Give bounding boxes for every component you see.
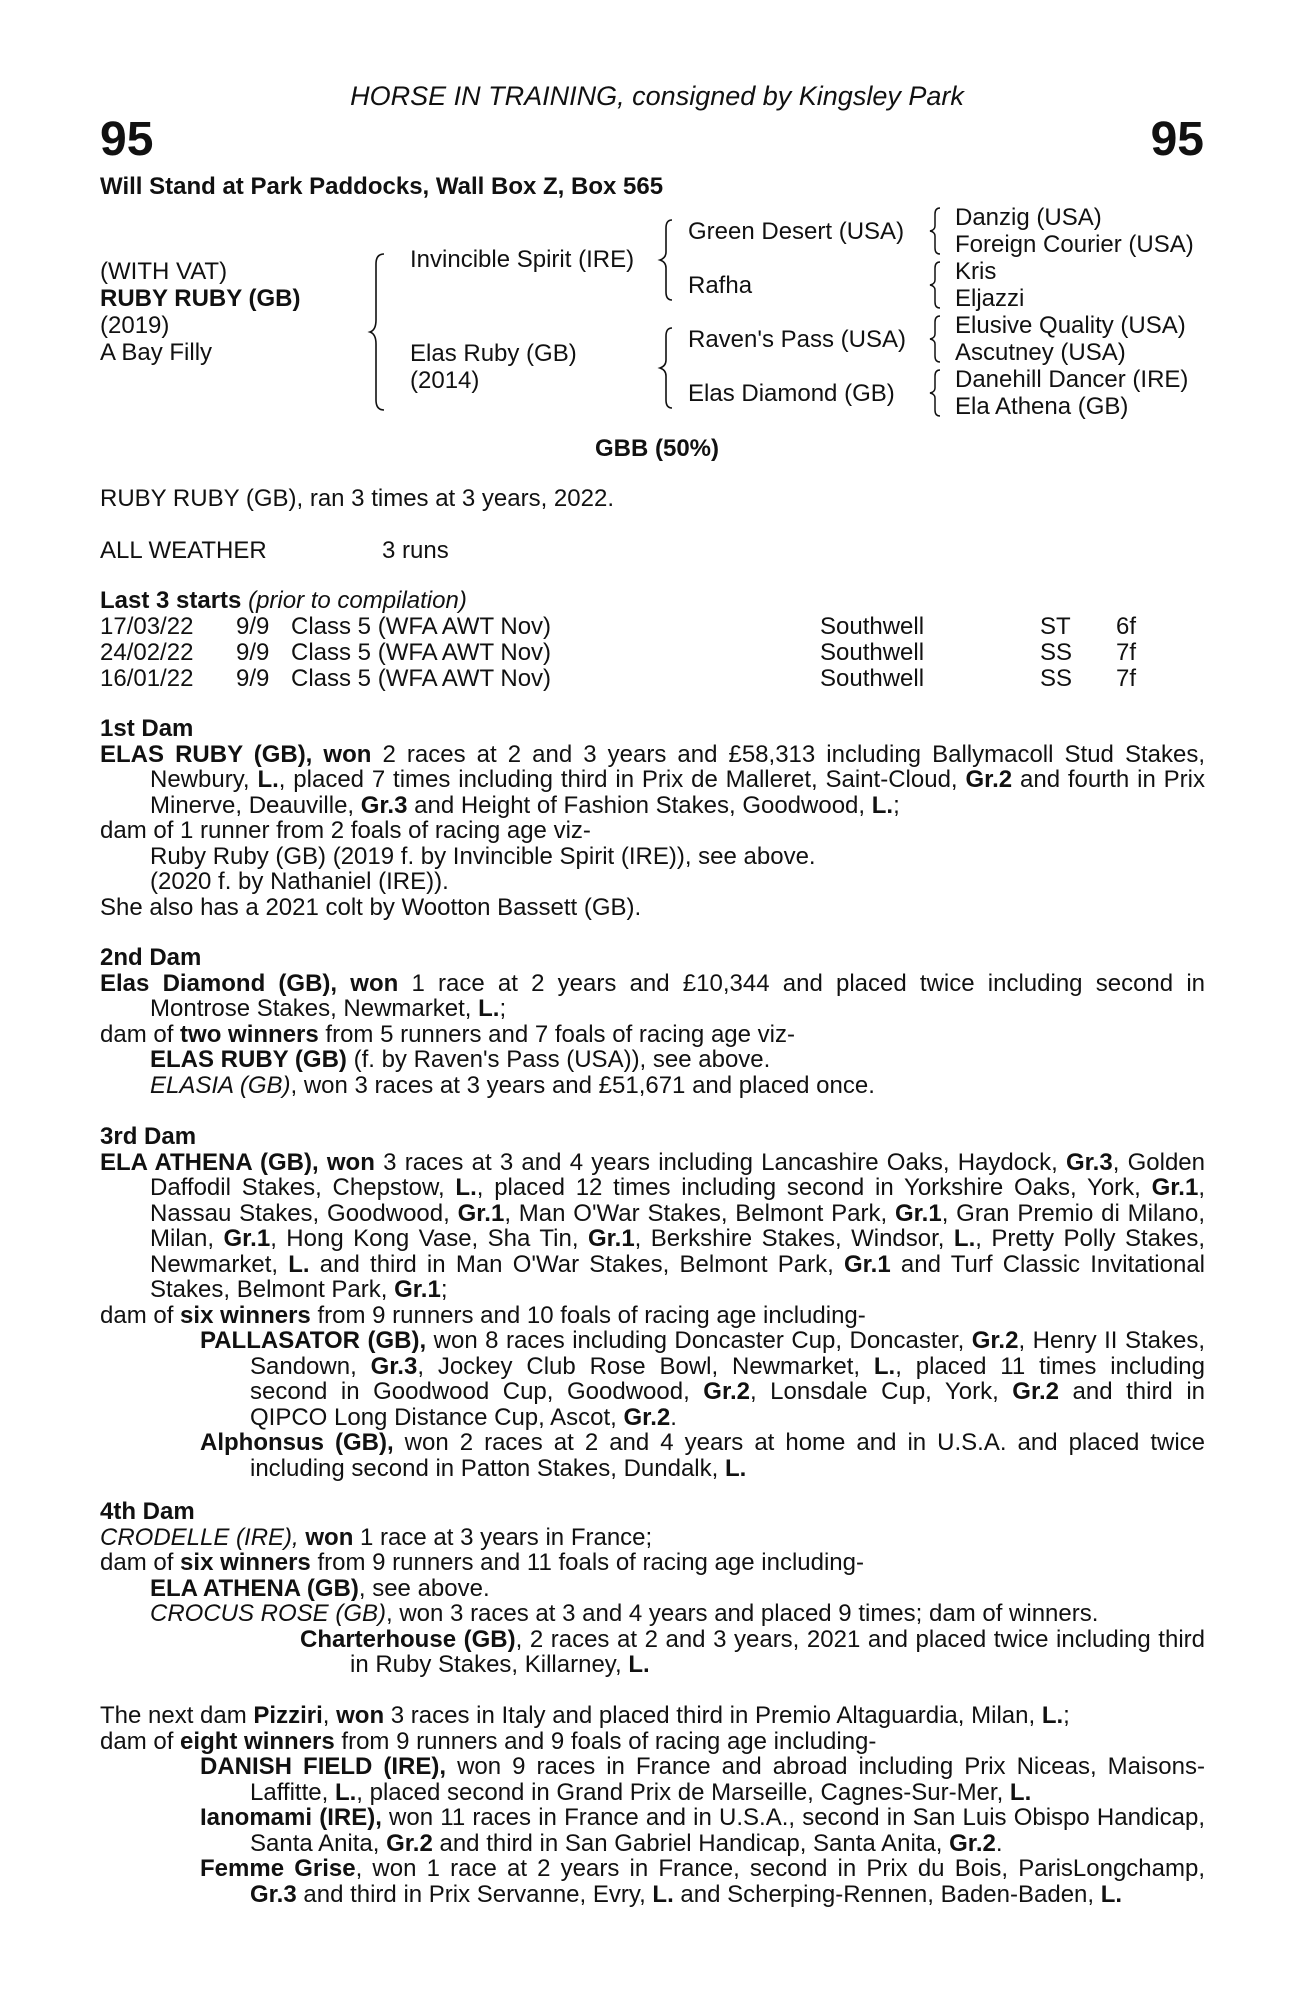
produce-item [200,1627,1205,1678]
produce-item [150,1754,1205,1805]
grade-label: Gr.2 [949,1829,996,1857]
start-distance: 7f [1116,665,1137,692]
text: , Pretty Polly Stakes, Newmarket, [150,1225,1206,1278]
grade-label: Gr.1 [457,1199,505,1227]
text: , won 3 races at 3 years and £51,671 and placed once. [290,1071,875,1099]
text: 1 race at 2 years and £10,344 and placed twice including second in Montrose Stakes, Newmarket, [150,969,1205,1022]
winners-count: six winners [180,1301,311,1329]
dam-name: Pizziri [253,1702,323,1729]
listed-label: L. [478,995,500,1022]
section-heading: 2nd Dam [100,944,202,971]
dam-name: Elas Diamond (GB), [100,969,338,997]
horse-name: RUBY RUBY (GB) [100,285,301,312]
text: ; [499,995,507,1022]
text: , placed 7 times including third in Prix de Malleret, Saint-Cloud, [278,766,966,793]
fourth-dam-section [100,1499,1205,1678]
grade-label: Gr.2 [386,1829,433,1857]
dam-of-line [100,1550,1205,1576]
winners-count: six winners [180,1549,311,1576]
produce-item [150,1430,1205,1481]
text: , won 3 races at 3 and 4 years and placed 9 times; dam of winners. [386,1600,1099,1627]
listed-label: L. [1041,1702,1064,1729]
produce-name: DANISH FIELD (IRE), [200,1753,447,1780]
start-position: 9/9 [236,639,270,666]
text: , Golden Daffodil Stakes, Chepstow, [150,1148,1205,1201]
pedigree-sire-sire: Green Desert (USA) [688,218,905,245]
text: and third in Man O'War Stakes, Belmont Park, [309,1250,844,1278]
produce-item: (2020 f. by Nathaniel (IRE)). [150,868,449,895]
start-going: SS [1040,665,1073,692]
produce-item [150,1856,1205,1907]
text: , won 1 race at 2 years in France, second in Prix du Bois, ParisLongchamp, [355,1855,1205,1882]
text: and fourth in Prix Minerve, Deauville, [150,766,1205,819]
winners-count: two winners [180,1020,319,1048]
winners-count: eight winners [180,1727,335,1755]
won-label: won [326,1148,375,1176]
start-going: ST [1040,613,1071,640]
text: , placed second in Grand Prix de Marseille, Cagnes-Sur-Mer, [356,1778,1010,1806]
dam-name: CRODELLE (IRE), [100,1523,299,1551]
produce-item [150,1601,1205,1627]
surface-runs: 3 runs [382,537,449,564]
racing-summary: RUBY RUBY (GB), ran 3 times at 3 years, 2022. [100,485,614,512]
start-date: 16/01/22 [100,665,194,692]
last-starts-heading [100,588,467,614]
dam-record [100,1703,1205,1729]
dam-record [100,971,1205,1022]
text: , Lonsdale Cup, York, [749,1378,1013,1405]
lot-number-left: 95 [100,113,154,166]
won-label: won [323,740,372,768]
pedigree-bracket-main [370,252,390,412]
section-heading: 1st Dam [100,715,194,742]
surface-label: ALL WEATHER [100,537,267,564]
text: dam of [100,1020,181,1048]
text: and third in San Gabriel Handicap, Santa Anita, [432,1829,950,1857]
start-distance: 7f [1116,639,1137,666]
listed-label: L. [652,1880,674,1908]
start-date: 17/03/22 [100,613,194,640]
grade-label: Gr.1 [587,1225,635,1252]
produce-item [150,1328,1205,1430]
pedigree-dss: Elusive Quality (USA) [955,312,1186,339]
dam-of-line [100,1729,1205,1755]
produce-name: Ianomami (IRE), [200,1804,382,1831]
listed-label: L. [1100,1880,1123,1908]
third-dam-section [100,1124,1205,1481]
produce-name: Charterhouse (GB) [300,1625,516,1653]
start-course: Southwell [820,613,925,640]
pedigree-bracket-sd [930,260,946,310]
pedigree-ssd: Foreign Courier (USA) [955,231,1194,258]
start-date: 24/02/22 [100,639,194,666]
start-course: Southwell [820,639,925,666]
pedigree-dam-dam: Elas Diamond (GB) [688,380,895,407]
text: . [670,1403,677,1431]
text: , [322,1702,337,1729]
start-course: Southwell [820,665,925,692]
breeding-percentage: GBB (50%) [594,435,720,462]
text: from 5 runners and 7 foals of racing age viz- [318,1020,795,1048]
text: 2 races at 2 and 3 years and £58,313 including Ballymacoll Stud Stakes, Newbury, [150,740,1205,793]
text: . [995,1829,1003,1857]
listed-label: L. [953,1225,976,1252]
grade-label: Gr.1 [1151,1174,1199,1201]
pedigree-bracket-sire [660,218,680,302]
text: The next dam [100,1702,254,1729]
produce-item [150,1576,1205,1602]
dam-of-line: dam of 1 runner from 2 foals of racing age viz- [100,817,591,844]
grade-label: Gr.1 [894,1199,942,1227]
dam-record [100,742,1205,819]
text: dam of [100,1301,181,1329]
dam-name: ELA ATHENA (GB), [100,1148,319,1176]
second-dam-section [100,945,1205,1098]
produce-item [150,1073,1205,1099]
grade-label: Gr.1 [394,1276,441,1303]
produce-item [150,1047,1205,1073]
grade-label: Gr.2 [1012,1378,1059,1405]
produce-name: ELAS RUBY (GB) [150,1046,347,1073]
text: ; [893,791,900,819]
text: and third in Prix Servanne, Evry, [296,1880,653,1908]
pedigree-sire-dam: Rafha [688,272,753,299]
pedigree-bracket-ss [930,206,946,256]
text: , Berkshire Stakes, Windsor, [634,1225,954,1252]
pedigree-bracket-dam [660,326,680,410]
text: , see above. [358,1574,490,1602]
text: , Gran Premio di Milano, Milan, [150,1199,1206,1252]
listed-label: L. [1009,1778,1032,1806]
text: , Man O'War Stakes, Belmont Park, [504,1199,895,1227]
start-distance: 6f [1116,613,1137,640]
start-position: 9/9 [236,613,270,640]
text: won 11 races in France and in U.S.A., second in San Luis Obispo Handicap, Santa Anita, [250,1804,1206,1857]
pedigree-dds: Danehill Dancer (IRE) [955,366,1189,393]
grade-label: Gr.1 [844,1250,891,1278]
grade-label: Gr.3 [250,1880,297,1908]
stand-location: Will Stand at Park Paddocks, Wall Box Z, Box 565 [100,173,664,200]
text: ; [1063,1702,1070,1729]
dam-record [100,1150,1205,1303]
last-starts-title: Last 3 starts [100,587,242,614]
produce-name: Femme Grise [200,1855,356,1882]
grade-label: Gr.2 [965,766,1013,793]
pedigree-sire: Invincible Spirit (IRE) [410,246,635,273]
grade-label: Gr.1 [223,1225,271,1252]
text: and Turf Classic Invitational Stakes, Belmont Park, [150,1250,1206,1303]
text: ; [440,1276,448,1303]
text: and Scherping-Rennen, Baden-Baden, [673,1880,1101,1908]
lot-number-right: 95 [1150,113,1204,166]
text: 1 race at 3 years in France; [353,1523,653,1551]
section-heading: 3rd Dam [100,1123,197,1150]
text: , Hong Kong Vase, Sha Tin, [270,1225,588,1252]
start-race: Class 5 (WFA AWT Nov) [291,665,552,692]
last-starts-note: (prior to compilation) [248,587,467,614]
grade-label: Gr.2 [971,1327,1019,1354]
text: and third in QIPCO Long Distance Cup, Ascot, [250,1378,1205,1431]
text: dam of [100,1549,181,1576]
dam-record [100,1525,1205,1551]
vat-status: (WITH VAT) [100,258,228,285]
dam-of-line [100,1022,1205,1048]
grade-label: Gr.3 [1066,1148,1113,1176]
text: , Henry II Stakes, Sandown, [250,1327,1205,1380]
produce-item [150,1805,1205,1856]
pedigree-dam: Elas Ruby (GB) [410,340,577,367]
text: won 8 races including Doncaster Cup, Doncaster, [426,1327,972,1354]
produce-item: Ruby Ruby (GB) (2019 f. by Invincible Spirit (IRE)), see above. [150,842,816,870]
first-dam-section [100,716,1205,920]
grade-label: Gr.2 [623,1403,671,1431]
won-label: won [350,969,399,997]
pedigree-bracket-ds [930,314,946,364]
won-label: won [305,1523,354,1551]
text: dam of [100,1727,181,1755]
text: from 9 runners and 10 foals of racing age including- [310,1301,866,1329]
pedigree-dam-sire: Raven's Pass (USA) [688,326,906,353]
pedigree-sss: Danzig (USA) [955,204,1102,231]
produce-name: ELASIA (GB) [150,1071,291,1099]
listed-label: L. [455,1174,477,1201]
start-race: Class 5 (WFA AWT Nov) [291,639,552,666]
text: 3 races at 3 and 4 years including Lancashire Oaks, Haydock, [374,1148,1066,1176]
listed-label: L. [871,791,894,819]
grade-label: Gr.3 [360,791,408,819]
grade-label: Gr.2 [703,1378,750,1405]
start-position: 9/9 [236,665,270,692]
produce-note: She also has a 2021 colt by Wootton Bassett (GB). [100,893,642,921]
listed-label: L. [288,1250,310,1278]
text: and Height of Fashion Stakes, Goodwood, [407,791,872,819]
pedigree-bracket-dd [930,368,946,418]
text: won 9 races in France and abroad including Prix Niceas, Maisons-Laffitte, [250,1753,1205,1806]
text: , placed 12 times including second in Yorkshire Oaks, York, [476,1174,1152,1201]
produce-name: Alphonsus (GB), [200,1429,394,1456]
produce-name: PALLASATOR (GB), [200,1327,427,1354]
text: , Nassau Stakes, Goodwood, [150,1174,1205,1227]
text: , Jockey Club Rose Bowl, Newmarket, [417,1352,874,1380]
start-race: Class 5 (WFA AWT Nov) [291,613,552,640]
pedigree-sdd: Eljazzi [955,285,1025,312]
produce-name: CROCUS ROSE (GB) [150,1600,387,1627]
won-label: won [336,1702,385,1729]
pedigree-dam-year: (2014) [410,367,480,394]
listed-label: L. [257,766,279,793]
dam-of-line [100,1303,1205,1329]
produce-name: ELA ATHENA (GB) [150,1574,359,1602]
section-heading: 4th Dam [100,1498,195,1525]
next-dam-section [100,1703,1205,1907]
horse-description: A Bay Filly [100,339,213,366]
text: from 9 runners and 11 foals of racing age including- [310,1549,864,1576]
text: 3 races in Italy and placed third in Premio Altaguardia, Milan, [384,1702,1042,1729]
text: , placed 11 times including second in Goodwood Cup, Goodwood, [250,1352,1205,1405]
text: (f. by Raven's Pass (USA)), see above. [346,1046,771,1073]
pedigree-ddd: Ela Athena (GB) [955,393,1129,420]
pedigree-dsd: Ascutney (USA) [955,339,1126,366]
text: from 9 runners and 9 foals of racing age including- [334,1727,877,1755]
listed-label: L. [334,1778,357,1806]
start-going: SS [1040,639,1073,666]
listed-label: L. [724,1454,747,1482]
listed-label: L. [628,1651,650,1678]
catalogue-header: HORSE IN TRAINING, consigned by Kingsley Park [350,81,964,111]
dam-name: ELAS RUBY (GB), [100,740,313,768]
horse-year: (2019) [100,312,170,339]
text: , 2 races at 2 and 3 years, 2021 and placed twice including third in Ruby Stakes, Killarney, [350,1625,1205,1678]
listed-label: L. [873,1352,896,1380]
text: won 2 races at 2 and 4 years at home and in U.S.A. and placed twice including second in Patton Stakes, Dundalk, [250,1429,1205,1482]
pedigree-sds: Kris [955,258,997,285]
grade-label: Gr.3 [370,1352,418,1380]
